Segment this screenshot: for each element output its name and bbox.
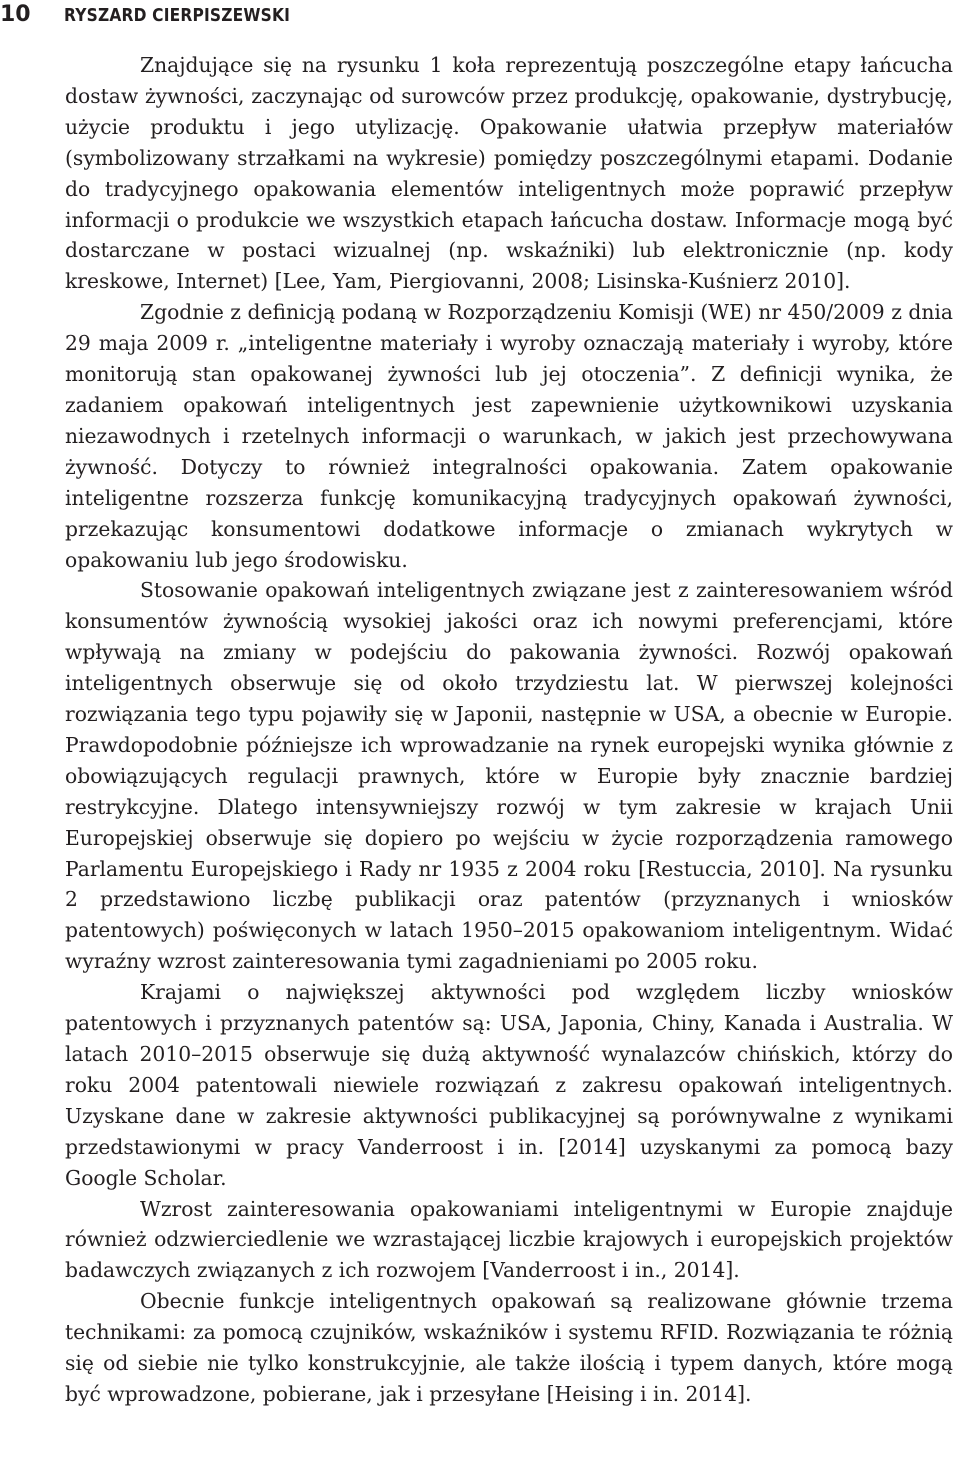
running-head-author: RYSZARD CIERPISZEWSKI	[64, 5, 291, 26]
body-text	[65, 50, 953, 1410]
paragraph: Znajdujące się na rysunku 1 koła reprezentują poszczególne etapy łańcucha dostaw żywności, zaczynając od surowców przez produkcję, opakowanie, dystrybucję, użycie produktu i jego utylizację. Opakowanie ułatwia przepływ materiałów (symbolizowany strzałkami na wykresie) pomiędzy poszczególnymi etapami. Dodanie do tradycyjnego opakowania elementów inteligentnych może poprawić przepływ informacji o produkcie we wszystkich etapach łańcucha dostaw. Informacje mogą być dostarczane w postaci wizualnej (np. wskaźniki) lub elektronicznie (np. kody kreskowe, Internet) [Lee, Yam, Piergiovanni, 2008; Lisinska-Kuśnierz 2010].	[65, 53, 953, 294]
paragraph: Wzrost zainteresowania opakowaniami inteligentnymi w Europie znajduje również odzwierciedlenie we wzrastającej liczbie krajowych i europejskich projektów badawczych związanych z ich rozwojem [Vanderroost i in., 2014].	[65, 1196, 953, 1283]
paragraph: Zgodnie z definicją podaną w Rozporządzeniu Komisji (WE) nr 450/2009 z dnia 29 maja 2009 r. „inteligentne materiały i wyroby oznaczają materiały i wyroby, które monitorują stan opakowanej żywności lub jej otoczenia”. Z definicji wynika, że zadaniem opakowań inteligentnych jest zapewnienie użytkownikowi uzyskania niezawodnych i rzetelnych informacji o warunkach, w jakich jest przechowywana żywność. Dotyczy to również integralności opakowania. Zatem opakowanie inteligentne rozszerza funkcję komunikacyjną tradycyjnych opakowań żywności, przekazując konsumentowi dodatkowe informacje o zmianach wykrytych w opakowaniu lub jego środowisku.	[65, 300, 953, 572]
paragraph: Stosowanie opakowań inteligentnych związane jest z zainteresowaniem wśród konsumentów żywnością wysokiej jakości oraz ich nowymi preferencjami, które wpływają na zmiany w podejściu do pakowania żywności. Rozwój opakowań inteligentnych obserwuje się od około trzydziestu lat. W pierwszej kolejności rozwiązania tego typu pojawiły się w Japonii, następnie w USA, a obecnie w Europie. Prawdopodobnie późniejsze ich wprowadzanie na rynek europejski wynika głównie z obowiązujących regulacji prawnych, które w Europie były znacznie bardziej restrykcyjne. Dlatego intensywniejszy rozwój w tym zakresie w krajach Unii Europejskiej obserwuje się dopiero po wejściu w życie rozporządzenia ramowego Parlamentu Europejskiego i Rady nr 1935 z 2004 roku [Restuccia, 2010]. Na rysunku 2 przedstawiono liczbę publikacji oraz patentów (przyznanych i wniosków patentowych) poświęconych w latach 1950–2015 opakowaniom inteligentnym. Widać wyraźny wzrost zainteresowania tymi zagadnieniami po 2005 roku.	[65, 578, 953, 974]
paragraph: Obecnie funkcje inteligentnych opakowań są realizowane głównie trzema technikami: za pomocą czujników, wskaźników i systemu RFID. Rozwiązania te różnią się od siebie nie tylko konstrukcyjnie, ale także ilością i typem danych, które mogą być wprowadzone, pobierane, jak i przesyłane [Heising i in. 2014].	[65, 1289, 953, 1406]
paragraph: Krajami o największej aktywności pod względem liczby wniosków patentowych i przyznanych patentów są: USA, Japonia, Chiny, Kanada i Australia. W latach 2010–2015 obserwuje się dużą aktywność wynalazców chińskich, którzy do roku 2004 patentowali niewiele rozwiązań z zakresu opakowań inteligentnych. Uzyskane dane w zakresie aktywności publikacyjnej są porównywalne z wynikami przedstawionymi w pracy Vanderroost i in. [2014] uzyskanymi za pomocą bazy Google Scholar.	[65, 980, 953, 1190]
page-number: 10	[0, 2, 31, 27]
page-header	[0, 2, 327, 30]
